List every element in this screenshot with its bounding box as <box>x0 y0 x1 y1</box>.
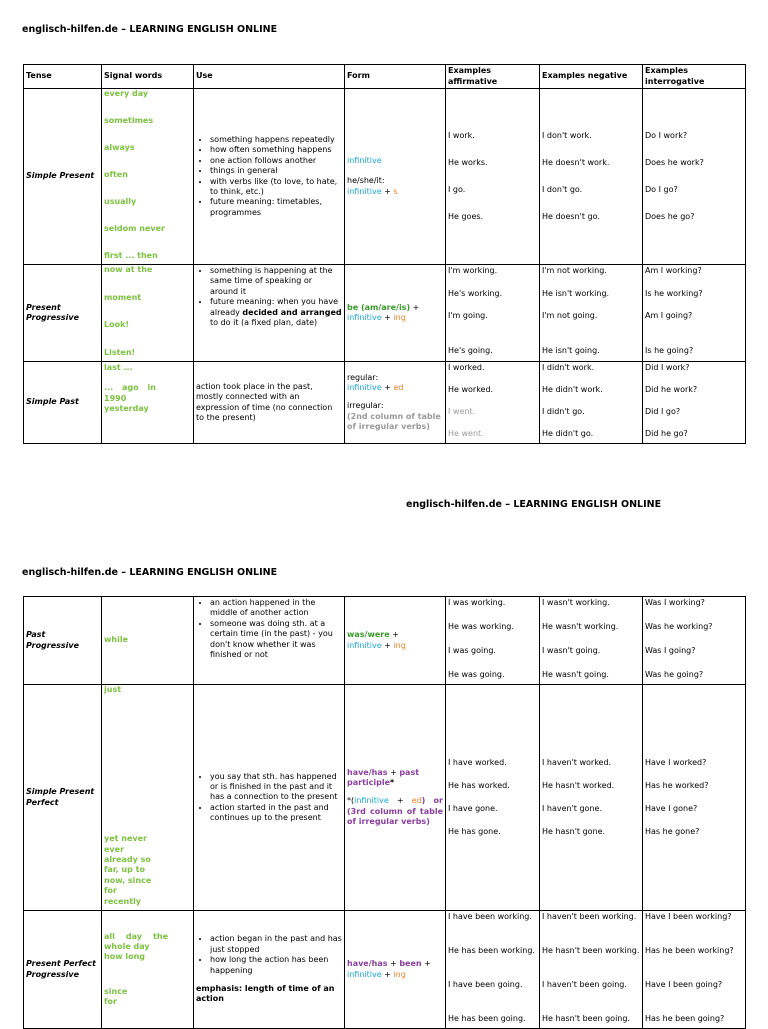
example: I wasn't working. <box>542 598 610 607</box>
neg-cell <box>540 265 643 362</box>
use-cell <box>194 685 345 911</box>
example: He wasn't working. <box>542 621 619 631</box>
int-cell <box>643 362 746 444</box>
form-cell: have/has + been + infinitive + ing <box>345 911 446 1029</box>
use-item: • with verbs like (to love, to hate, to think, etc.) <box>210 177 342 198</box>
example: He works. <box>448 157 488 167</box>
example: He went. <box>448 428 484 438</box>
example: He doesn't go. <box>542 212 600 222</box>
neg-cell <box>540 911 643 1029</box>
example: I'm not going. <box>542 311 598 321</box>
page-footer-1: englisch-hilfen.de – LEARNING ENGLISH ONLINE <box>406 499 662 510</box>
form-rule <box>347 187 443 197</box>
example: He hasn't been working. <box>542 945 640 955</box>
tense-present-perfect-progressive: Present Perfect Progressive <box>24 911 102 1029</box>
example: I'm working. <box>448 266 498 275</box>
signal-word: for <box>104 997 117 1007</box>
table-header-row <box>24 65 746 89</box>
use-item: • future meaning: timetables, programmes <box>210 197 342 218</box>
example: Am I working? <box>645 266 702 275</box>
example: Has he been working? <box>645 945 734 955</box>
example: Did I go? <box>645 406 681 416</box>
row-simple-present <box>24 89 746 265</box>
example: Am I going? <box>645 311 693 321</box>
example: He didn't go. <box>542 428 594 438</box>
example: He doesn't work. <box>542 157 610 167</box>
form-plus: + <box>412 302 420 312</box>
example: Was he working? <box>645 621 713 631</box>
example: He has gone. <box>448 827 501 837</box>
col-use: Use <box>194 65 345 89</box>
example: I have been working. <box>448 912 532 921</box>
form-cell: was/were + infinitive + ing <box>345 597 446 685</box>
aff-cell <box>446 911 540 1029</box>
signal-word: every day <box>104 89 149 98</box>
form-infinitive: infinitive <box>347 155 382 165</box>
example: I went. <box>448 406 476 416</box>
signal-word: all day the whole day <box>104 931 168 951</box>
signal-word: always <box>104 142 135 152</box>
example: I was going. <box>448 645 496 655</box>
example: He was going. <box>448 669 505 679</box>
form-cell: have/has + past participle* *(infinitive + ed) or (3rd column of table of irregular verbs) <box>345 685 446 911</box>
neg-cell <box>540 685 643 911</box>
example: He was working. <box>448 621 514 631</box>
use-item: • how often something happens <box>210 145 342 155</box>
tense-simple-present: Simple Present <box>24 89 102 265</box>
int-cell <box>643 685 746 911</box>
example: He's going. <box>448 345 493 355</box>
example: I haven't been going. <box>542 979 627 989</box>
use-cell: action took place in the past, mostly connected with an expression of time (no connection to the present) <box>194 362 345 444</box>
form-be: be (am/are/is) <box>347 302 411 312</box>
example: I haven't worked. <box>542 757 612 767</box>
tenses-table-1 <box>23 64 746 444</box>
use-item: • how long the action has been happening <box>210 955 342 976</box>
signal-words <box>102 911 194 1029</box>
row-present-perfect-progressive <box>24 911 746 1029</box>
example: Did he work? <box>645 384 698 394</box>
signal-word: yet never ever already so far, up to now, since for recently <box>104 834 152 906</box>
example: He has been going. <box>448 1013 526 1023</box>
form-irregular: irregular: <box>347 401 384 411</box>
example: Have I gone? <box>645 803 698 813</box>
int-cell <box>643 911 746 1029</box>
example: He hasn't been going. <box>542 1013 630 1023</box>
example: He hasn't worked. <box>542 780 615 790</box>
use-item: • action started in the past and continues up to the present <box>210 803 342 824</box>
example: Did I work? <box>645 363 690 372</box>
row-present-perfect <box>24 685 746 911</box>
signal-word: now at the <box>104 265 153 274</box>
signal-word: first ... then <box>104 250 158 260</box>
signal-words <box>102 685 194 911</box>
signal-word: often <box>104 169 128 179</box>
example: I don't work. <box>542 130 592 140</box>
form-irregular-note: (2nd column of table of irregular verbs) <box>347 411 441 432</box>
col-negative: Examples negative <box>540 65 643 89</box>
signal-word: moment <box>104 292 142 302</box>
signal-word: usually <box>104 196 137 206</box>
aff-cell <box>446 362 540 444</box>
aff-cell <box>446 597 540 685</box>
example: Was I working? <box>645 598 705 607</box>
example: He goes. <box>448 212 484 222</box>
form-hesheit: he/she/it: <box>347 176 385 186</box>
col-affirmative: Examples affirmative <box>446 65 540 89</box>
example: Did he go? <box>645 428 688 438</box>
col-signal: Signal words <box>102 65 194 89</box>
example: Do I go? <box>645 184 678 194</box>
use-item: • someone was doing sth. at a certain time (in the past) - you don't know whether it was finished or not <box>210 619 342 661</box>
form-inf: infinitive <box>347 313 382 322</box>
example: I was working. <box>448 598 506 607</box>
signal-word: Listen! <box>104 347 136 357</box>
signal-word: ... ago in 1990 <box>104 383 156 403</box>
example: He hasn't gone. <box>542 827 606 837</box>
example: I don't go. <box>542 184 583 194</box>
neg-cell <box>540 89 643 265</box>
use-item: • an action happened in the middle of another action <box>210 598 342 619</box>
tenses-table-2 <box>23 596 746 1029</box>
example: Have I worked? <box>645 757 707 767</box>
example: He wasn't going. <box>542 669 609 679</box>
use-item: • future meaning: when you have already decided and arranged to do it (a fixed plan, date) <box>210 297 342 328</box>
example: I have been going. <box>448 979 523 989</box>
signal-word: how long <box>104 952 146 962</box>
example: I'm not working. <box>542 266 607 275</box>
signal-word: since <box>104 986 128 996</box>
signal-word: while <box>104 635 128 645</box>
use-cell <box>194 265 345 362</box>
form-suffix: ing <box>393 313 406 322</box>
example: Does he work? <box>645 157 704 167</box>
example: I haven't been working. <box>542 912 637 921</box>
example: He's working. <box>448 288 503 298</box>
example: Have I been working? <box>645 912 732 921</box>
aff-cell <box>446 89 540 265</box>
tense-past-progressive: Past Progressive <box>24 597 102 685</box>
example: Does he go? <box>645 212 695 222</box>
signal-words <box>102 597 194 685</box>
form-cell: be (am/are/is) + infinitive + ing <box>345 265 446 362</box>
form-suffix: s <box>393 186 398 196</box>
signal-words <box>102 89 194 265</box>
example: Is he going? <box>645 345 694 355</box>
example: I have worked. <box>448 757 507 767</box>
row-present-progressive <box>24 265 746 362</box>
example: I haven't gone. <box>542 803 602 813</box>
row-simple-past <box>24 362 746 444</box>
signal-word: sometimes <box>104 115 154 125</box>
example: I have gone. <box>448 803 498 813</box>
form-regular: regular: <box>347 372 379 382</box>
example: I didn't work. <box>542 363 595 372</box>
use-cell <box>194 911 345 1029</box>
use-item: • something happens repeatedly <box>210 135 342 145</box>
tense-simple-past: Simple Past <box>24 362 102 444</box>
example: Was he going? <box>645 669 704 679</box>
example: He has been working. <box>448 945 535 955</box>
example: Has he gone? <box>645 827 700 837</box>
use-cell <box>194 89 345 265</box>
form-plus: + <box>384 186 391 196</box>
example: He didn't work. <box>542 384 603 394</box>
example: Do I work? <box>645 130 688 140</box>
signal-word: just <box>104 685 122 694</box>
page-header-2: englisch-hilfen.de – LEARNING ENGLISH ONLINE <box>22 567 278 578</box>
aff-cell <box>446 265 540 362</box>
int-cell <box>643 597 746 685</box>
signal-word: last ... <box>104 363 133 372</box>
int-cell <box>643 89 746 265</box>
col-interrogative: Examples interrogative <box>643 65 746 89</box>
example: I go. <box>448 184 466 194</box>
example: Has he worked? <box>645 780 709 790</box>
use-item: • you say that sth. has happened or is finished in the past and it has a connection to the present <box>210 772 342 803</box>
use-item: • something is happening at the same time of speaking or around it <box>210 266 342 297</box>
use-item: • one action follows another <box>210 156 342 166</box>
form-inf: infinitive <box>347 186 382 196</box>
example: I worked. <box>448 363 485 372</box>
signal-word: yesterday <box>104 404 149 414</box>
example: Was I going? <box>645 645 696 655</box>
form-cell <box>345 89 446 265</box>
example: I didn't go. <box>542 406 585 416</box>
example: He isn't going. <box>542 345 600 355</box>
example: I work. <box>448 130 475 140</box>
int-cell <box>643 265 746 362</box>
use-cell <box>194 597 345 685</box>
aff-cell <box>446 685 540 911</box>
form-cell: regular: infinitive + ed irregular: (2nd column of table of irregular verbs) <box>345 362 446 444</box>
neg-cell <box>540 362 643 444</box>
example: Has he been going? <box>645 1013 725 1023</box>
signal-words <box>102 362 194 444</box>
use-item: • things in general <box>210 166 342 176</box>
col-tense: Tense <box>24 65 102 89</box>
example: Is he working? <box>645 288 703 298</box>
example: He isn't working. <box>542 288 610 298</box>
signal-words <box>102 265 194 362</box>
example: He worked. <box>448 384 494 394</box>
row-past-progressive <box>24 597 746 685</box>
tense-present-perfect: Simple Present Perfect <box>24 685 102 911</box>
example: Have I been going? <box>645 979 723 989</box>
signal-word: Look! <box>104 320 130 330</box>
example: I wasn't going. <box>542 645 601 655</box>
neg-cell <box>540 597 643 685</box>
page-header-1: englisch-hilfen.de – LEARNING ENGLISH ONLINE <box>22 24 278 35</box>
tense-present-progressive: Present Progressive <box>24 265 102 362</box>
col-form: Form <box>345 65 446 89</box>
use-item: • action began in the past and has just stopped <box>210 934 342 955</box>
example: I'm going. <box>448 311 488 321</box>
signal-word: seldom never <box>104 223 165 233</box>
example: He has worked. <box>448 780 510 790</box>
emphasis-note: emphasis: length of time of an action <box>196 983 335 1004</box>
